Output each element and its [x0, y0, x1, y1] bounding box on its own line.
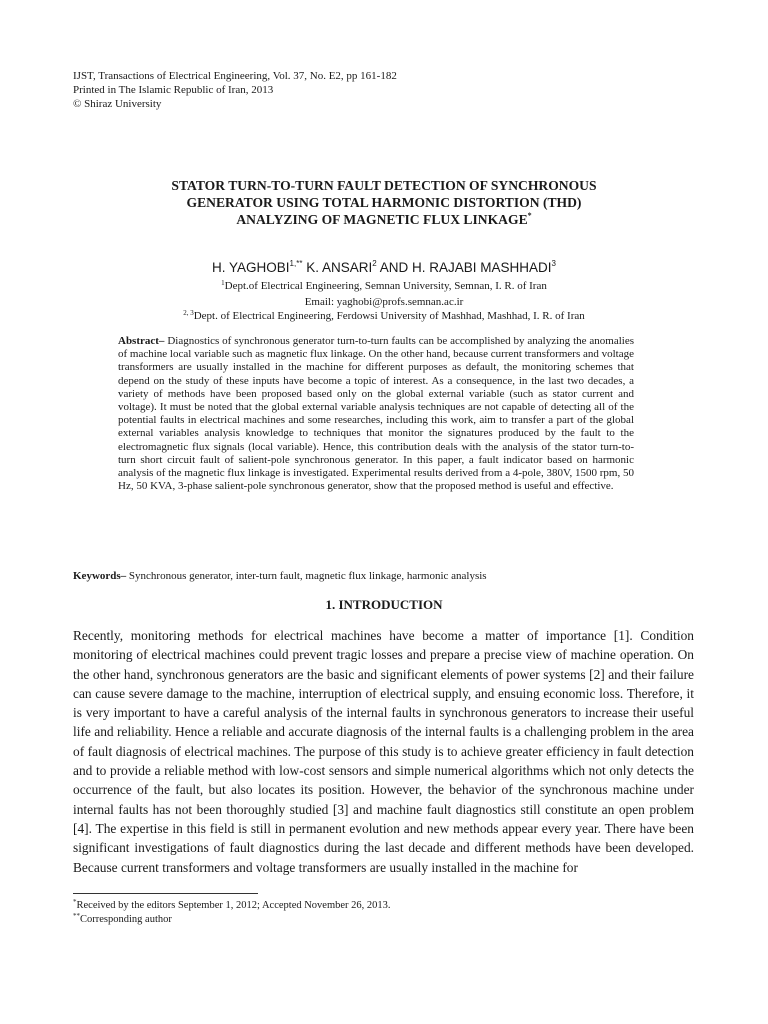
footnote-divider	[73, 893, 258, 894]
affiliation-2-mark: 2, 3	[183, 309, 194, 317]
affiliation-2-text: Dept. of Electrical Engineering, Ferdowsi University of Mashhad, Mashhad, I. R. of Iran	[193, 310, 585, 322]
journal-header	[73, 69, 397, 111]
author-3: H. RAJABI MASHHADI	[412, 260, 552, 275]
paper-title	[100, 177, 668, 228]
author-list	[100, 259, 668, 276]
title-line-3-text: ANALYZING OF MAGNETIC FLUX LINKAGE	[236, 212, 528, 227]
section-heading-introduction: 1. INTRODUCTION	[325, 597, 443, 612]
abstract	[118, 335, 634, 493]
affiliation-1-mark: 1	[221, 279, 225, 287]
keywords-text: Synchronous generator, inter-turn fault, magnetic flux linkage, harmonic analysis	[128, 570, 487, 582]
title-line-2: GENERATOR USING TOTAL HARMONIC DISTORTION (THD)	[186, 195, 582, 210]
footnote-received	[73, 899, 391, 913]
affiliation-1	[100, 279, 668, 293]
title-line-3	[100, 211, 668, 228]
affiliation-2	[100, 309, 668, 323]
footnote-2-mark: **	[73, 912, 80, 920]
title-line-1: STATOR TURN-TO-TURN FAULT DETECTION OF SYNCHRONOUS	[171, 178, 597, 193]
footnote-corresponding	[73, 913, 391, 927]
abstract-text: Diagnostics of synchronous generator turn-to-turn faults can be accomplished by analyzing the anomalies of machine local variable such as magnetic flux linkage. On the other hand, because current transformers and voltage transformers are usually installed in the machine for different purposes as default, the monitoring schemes that depend on the study of these inputs have become a topic of interest. As a consequence, in the last two decades, a variety of methods have been proposed based only on the global external variable (such as stator current and voltage). It must be noted that the global external variable analysis techniques are not capable of detecting all of the potential faults in electrical machines and some researches, including this work, aim to transfer a part of the global external variables analysis knowledge to techniques that monitor the signatures produced by the fault to the electromagnetic flux signals (local variable). Hence, this contribution deals with the analysis of the stator turn-to-turn short circuit fault of salient-pole synchronous generator. In this paper, a fault indicator based on harmonic analysis of the magnetic flux linkage is investigated. Experimental results derived from a 4-pole, 380V, 1500 rpm, 50 Hz, 50 KVA, 3-phase salient-pole synchronous generator, show that the proposed method is useful and effective.	[118, 335, 635, 493]
footnotes	[73, 899, 391, 927]
introduction-paragraph: Recently, monitoring methods for electrical machines have become a matter of importance [1]. Condition monitoring of electrical machines could prevent tragic losses and prepare a precise view of machine operation. On the other hand, synchronous generators are the basic and significant elements of power systems [2] and their failure can cause severe damage to the machine, interruption of electrical supply, and ensuing economic loss. Therefore, it is very important to have a careful analysis of the internal faults in synchronous generators to increase their useful life and reliability. Hence a reliable and accurate diagnosis of the internal faults is a challenging problem in the area of fault diagnosis of electrical machines. The purpose of this study is to achieve greater efficiency in fault detection and to provide a reliable method with low-cost sensors and simple numerical algorithms which not only detects the occurrence of the fault, but also locates its position. However, the behavior of the synchronous machine under internal faults has not been thoroughly studied [3] and machine fault diagnostics still constitute an open problem [4]. The expertise in this field is still in permanent evolution and new methods appear every year. There have been significant investigations of fault diagnostics during the last decade and different methods have been developed. Because current transformers and voltage transformers are usually installed in the machine for	[73, 628, 694, 875]
affiliation-1-text: Dept.of Electrical Engineering, Semnan University, Semnan, I. R. of Iran	[224, 280, 547, 292]
journal-printed: Printed in The Islamic Republic of Iran, 2013	[73, 84, 274, 96]
abstract-label: Abstract–	[118, 335, 165, 347]
author-email: Email: yaghobi@profs.semnan.ac.ir	[304, 296, 464, 308]
keywords	[73, 569, 693, 583]
keywords-label: Keywords–	[73, 570, 127, 582]
author-1: H. YAGHOBI	[212, 260, 290, 275]
author-1-marks: 1,**	[289, 259, 303, 268]
author-3-mark: 3	[551, 259, 556, 268]
author-2: K. ANSARI	[306, 260, 373, 275]
author-connector: AND	[379, 260, 409, 275]
author-2-mark: 2	[372, 259, 377, 268]
title-footnote-mark: *	[527, 211, 532, 220]
footnote-1-text: Received by the editors September 1, 2012; Accepted November 26, 2013.	[76, 900, 391, 911]
journal-copyright: © Shiraz University	[73, 98, 162, 110]
footnote-1-mark: *	[73, 898, 77, 906]
journal-citation: IJST, Transactions of Electrical Engineering, Vol. 37, No. E2, pp 161-182	[73, 70, 397, 82]
footnote-2-text: Corresponding author	[80, 914, 172, 925]
